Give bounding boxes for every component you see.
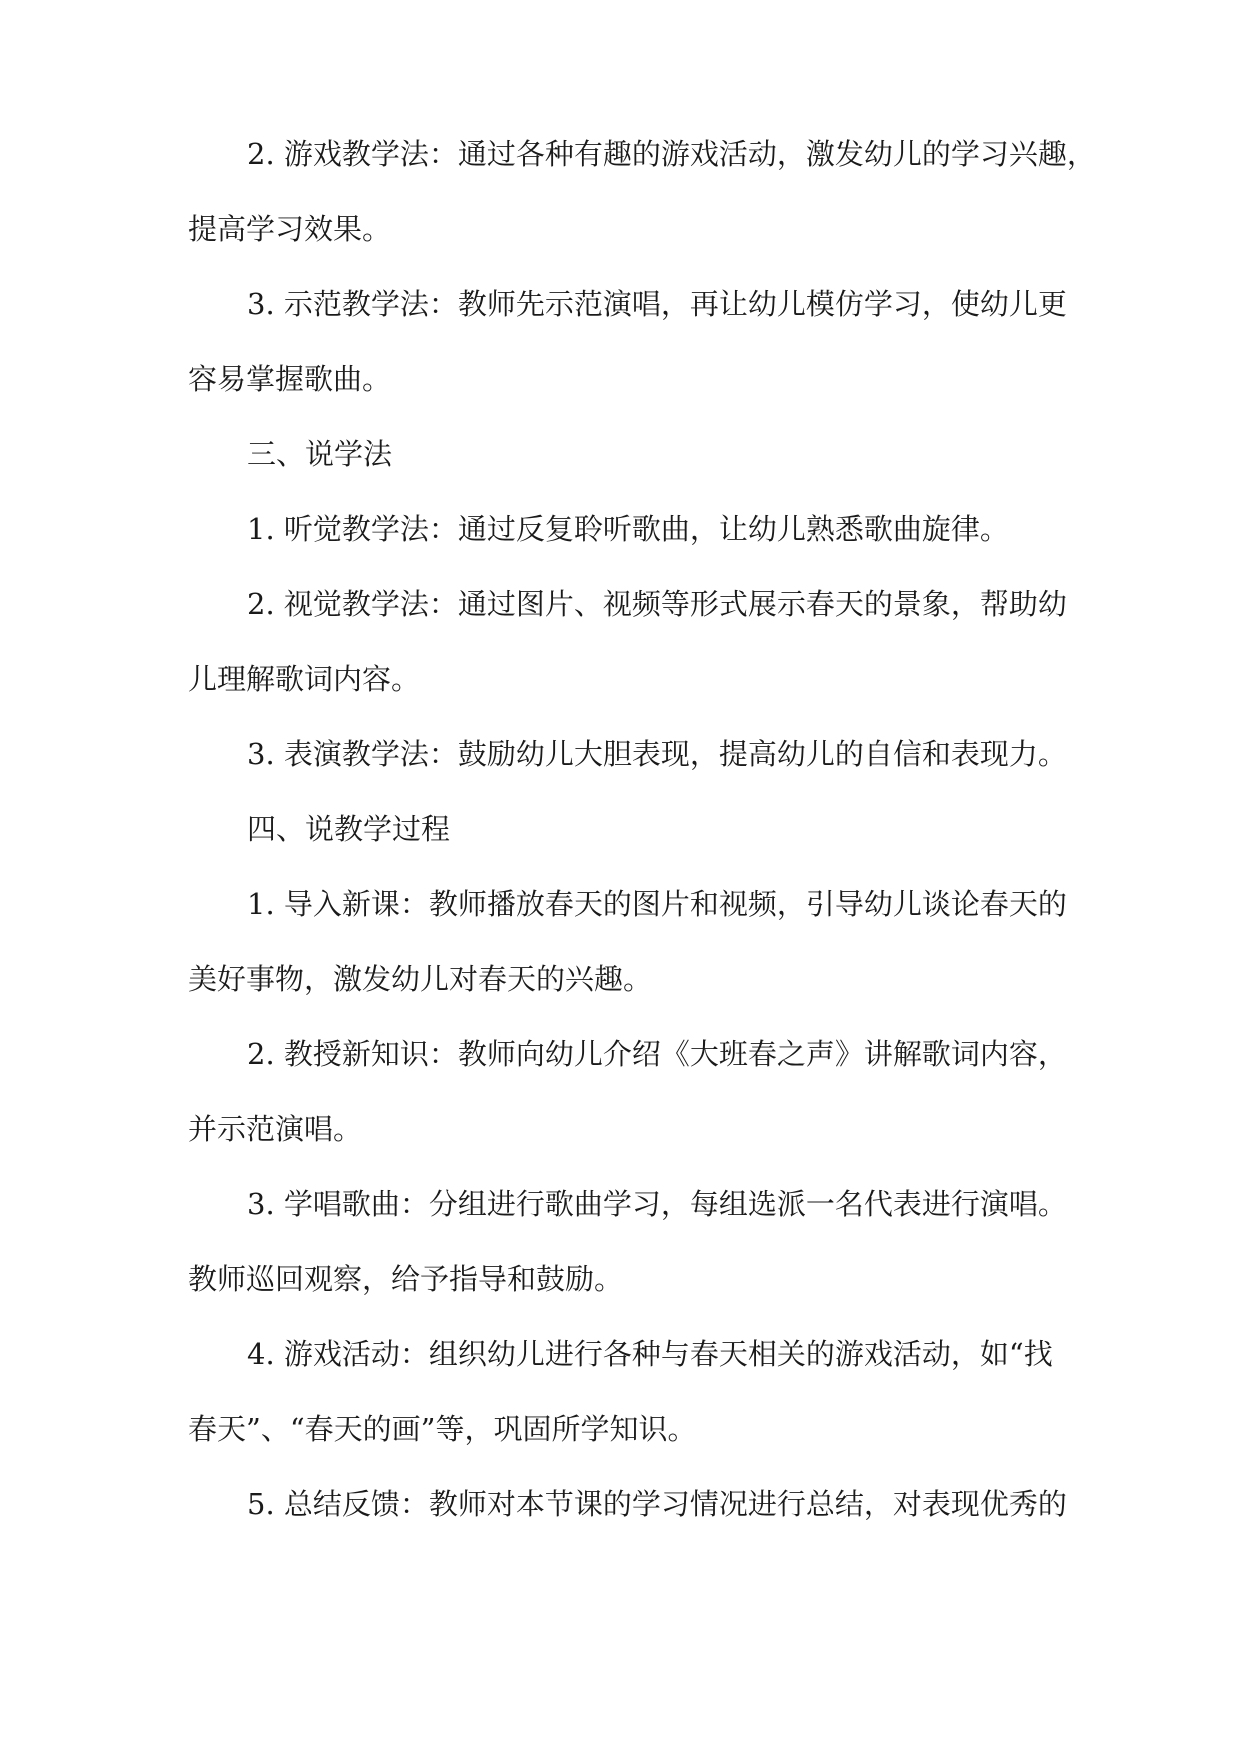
paragraph-line: 教师巡回观察，给予指导和鼓励。 — [188, 1262, 624, 1296]
paragraph-line: 2. 游戏教学法：通过各种有趣的游戏活动，激发幼儿的学习兴趣， — [247, 137, 1096, 171]
paragraph-line: 2. 教授新知识：教师向幼儿介绍《大班春之声》讲解歌词内容， — [247, 1037, 1067, 1071]
paragraph-line: 2. 视觉教学法：通过图片、视频等形式展示春天的景象，帮助幼 — [247, 587, 1067, 621]
paragraph-line: 3. 学唱歌曲：分组进行歌曲学习，每组选派一名代表进行演唱。 — [247, 1187, 1067, 1221]
paragraph-line: 5. 总结反馈：教师对本节课的学习情况进行总结，对表现优秀的 — [247, 1487, 1067, 1521]
paragraph-line: 3. 示范教学法：教师先示范演唱，再让幼儿模仿学习，使幼儿更 — [247, 287, 1067, 321]
paragraph-line: 3. 表演教学法：鼓励幼儿大胆表现，提高幼儿的自信和表现力。 — [247, 737, 1067, 771]
section-heading: 四、说教学过程 — [247, 812, 451, 846]
paragraph-line: 儿理解歌词内容。 — [188, 662, 421, 696]
section-heading: 三、说学法 — [247, 437, 393, 471]
paragraph-line: 并示范演唱。 — [188, 1112, 363, 1146]
paragraph-line: 提高学习效果。 — [188, 212, 392, 246]
paragraph-line: 1. 听觉教学法：通过反复聆听歌曲，让幼儿熟悉歌曲旋律。 — [247, 512, 1009, 546]
paragraph-line: 4. 游戏活动：组织幼儿进行各种与春天相关的游戏活动，如“找 — [247, 1337, 1053, 1371]
paragraph-line: 春天”、“春天的画”等，巩固所学知识。 — [188, 1412, 697, 1446]
paragraph-line: 容易掌握歌曲。 — [188, 362, 392, 396]
paragraph-line: 美好事物，激发幼儿对春天的兴趣。 — [188, 962, 653, 996]
paragraph-line: 1. 导入新课：教师播放春天的图片和视频，引导幼儿谈论春天的 — [247, 887, 1067, 921]
